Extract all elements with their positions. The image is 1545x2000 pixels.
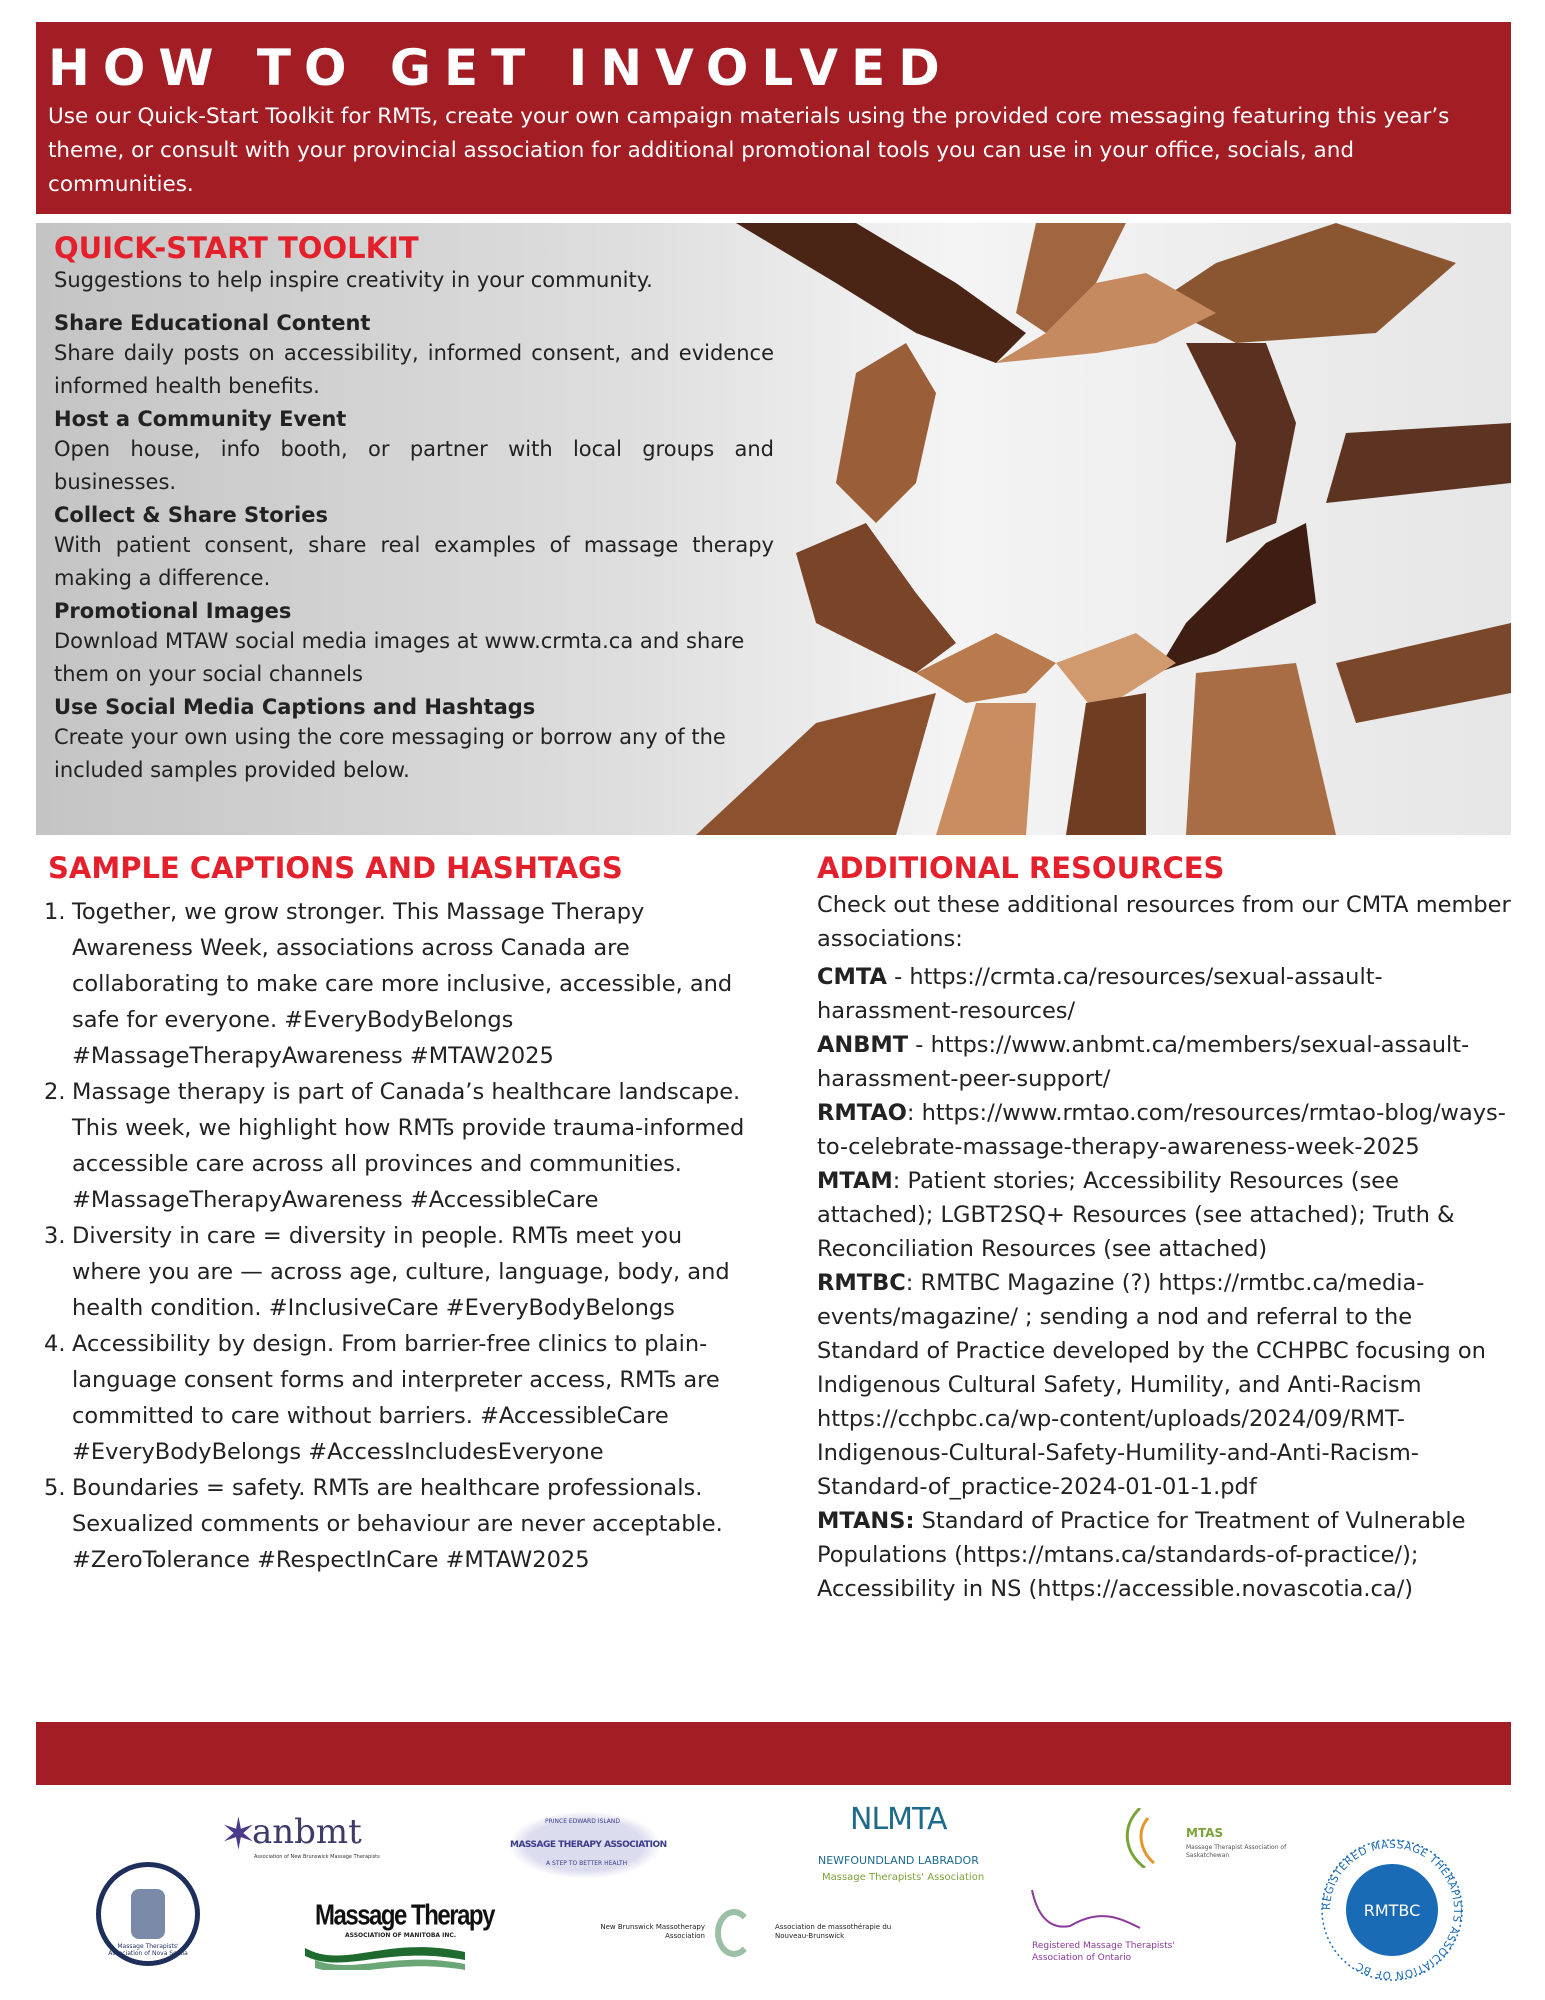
logo-rmtbc xyxy=(1320,1838,1464,1982)
toolkit-item-text: Open house, info booth, or partner with local groups and businesses. xyxy=(54,437,774,494)
caption-number: 2. xyxy=(44,1079,66,1105)
toolkit-item-title: Share Educational Content xyxy=(54,311,371,335)
resource-mtam xyxy=(817,1164,1517,1266)
caption-number: 1. xyxy=(44,899,66,925)
resource-text[interactable]: : RMTBC Magazine (?) https://rmtbc.ca/media-events/magazine/ ; sending a nod and referral to the Standard of Practice developed by the CCHPBC focusing on Indigenous Cultural Safety, Humility, and Anti-Racism https://cchpbc.ca/wp-content/uploads/2024/09/RMT-Indigenous-Cultural-Safety-Humility-and-Anti-Racism-Standard-of_practice-2024-01-01-1.pdf xyxy=(817,1270,1486,1500)
caption-text: Together, we grow stronger. This Massage Therapy Awareness Week, associations across Canada are collaborating to make care more inclusive, accessible, and safe for everyone. #EveryBodyBelongs #MassageTherapyAwareness #MTAW2025 xyxy=(72,899,733,1069)
caption-item xyxy=(44,894,748,1074)
nbma-french: Association de massothérapie du Nouveau-Brunswick xyxy=(775,1923,892,1940)
toolkit-item-title: Collect & Share Stories xyxy=(54,503,328,527)
caption-text: Massage therapy is part of Canada’s healthcare landscape. This week, we highlight how RMTs provide trauma-informed accessible care across all provinces and communities. #MassageTherapyAwareness #AccessibleCare xyxy=(72,1079,745,1213)
anbmt-text: anbmt xyxy=(252,1812,362,1852)
nlmta-line2: Massage Therapists' Association xyxy=(822,1872,985,1883)
toolkit-item-text: With patient consent, share real examples of massage therapy making a difference. xyxy=(54,533,774,590)
rmtbc-ring-text: REGISTERED MASSAGE THERAPISTS ASSOCIATION OF BC xyxy=(1320,1838,1464,1982)
caption-item xyxy=(44,1218,748,1326)
resource-link[interactable]: : https://www.rmtao.com/resources/rmtao-blog/ways-to-celebrate-massage-therapy-awareness-week-2025 xyxy=(817,1100,1506,1160)
logo-nbma xyxy=(595,1905,905,1960)
rmtbc-badge: RMTBC xyxy=(1346,1864,1438,1956)
captions-list xyxy=(44,894,748,1578)
nbma-hand-icon xyxy=(715,1909,753,1957)
resource-text: : Patient stories; Accessibility Resources (see attached); LGBT2SQ+ Resources (see attached); Truth & Reconciliation Resources (see attached) xyxy=(817,1168,1455,1262)
resource-anbmt xyxy=(817,1028,1517,1096)
resource-org: RMTAO xyxy=(817,1100,907,1126)
resource-org: CMTA xyxy=(817,964,887,990)
rmtao-swoosh-icon xyxy=(1030,1888,1160,1936)
caption-item xyxy=(44,1470,748,1578)
toolkit-item-title: Use Social Media Captions and Hashtags xyxy=(54,695,536,719)
resource-text[interactable]: Standard of Practice for Treatment of Vulnerable Populations (https://mtans.ca/standards-of-practice/); Accessibility in NS (https://accessible.novascotia.ca/) xyxy=(817,1508,1466,1602)
resource-org: RMTBC xyxy=(817,1270,906,1296)
logo-peimta xyxy=(510,1812,667,1878)
toolkit-panel xyxy=(36,223,1511,835)
resource-rmtao xyxy=(817,1096,1517,1164)
mtam-title: Massage Therapy xyxy=(315,1899,494,1932)
mtas-subtext: Massage Therapist Association of Saskatchewan xyxy=(1186,1844,1287,1859)
toolkit-item-title: Promotional Images xyxy=(54,599,292,623)
resource-link[interactable]: - https://crmta.ca/resources/sexual-assault-harassment-resources/ xyxy=(817,964,1383,1024)
resource-link[interactable]: - https://www.anbmt.ca/members/sexual-assault-harassment-peer-support/ xyxy=(817,1032,1470,1092)
toolkit-subtitle: Suggestions to help inspire creativity in your community. xyxy=(54,268,653,292)
caption-item xyxy=(44,1074,748,1218)
nbma-english: New Brunswick Massotherapy Association xyxy=(600,1923,705,1940)
resource-mtans xyxy=(817,1504,1517,1606)
anbmt-subtext: Association of New Brunswick Massage Therapists xyxy=(254,1854,380,1860)
additional-resources-section xyxy=(817,848,1517,1606)
caption-number: 3. xyxy=(44,1223,66,1249)
resource-rmtbc xyxy=(817,1266,1517,1504)
sample-captions-section xyxy=(44,848,748,1578)
resource-org: MTAM xyxy=(817,1168,893,1194)
header-intro: Use our Quick-Start Toolkit for RMTs, create your own campaign materials using the provided core messaging featuring this year’s theme, or consult with your provincial association for additional promotional tools you can use in your office, socials, and communities. xyxy=(48,104,1450,197)
caption-number: 5. xyxy=(44,1475,66,1501)
logo-mtam xyxy=(305,1899,494,1970)
resources-intro: Check out these additional resources from our CMTA member associations: xyxy=(817,892,1511,952)
caption-text: Accessibility by design. From barrier-free clinics to plain-language consent forms and interpreter access, RMTs are committed to care without barriers. #AccessibleCare #EveryBodyBelongs #AccessIncludesEveryone xyxy=(72,1331,720,1465)
pei-bottom: A STEP TO BETTER HEALTH xyxy=(546,1860,628,1867)
pei-top: PRINCE EDWARD ISLAND xyxy=(545,1818,621,1825)
page-title: HOW TO GET INVOLVED xyxy=(48,39,953,97)
logo-rmtao xyxy=(1030,1888,1205,1968)
resource-cmta xyxy=(817,960,1517,1028)
toolkit-item-title: Host a Community Event xyxy=(54,407,347,431)
quick-start-toolkit xyxy=(54,231,774,787)
toolkit-item-text: Share daily posts on accessibility, informed consent, and evidence informed health benefits. xyxy=(54,341,774,398)
toolkit-item-text: Download MTAW social media images at www.crmta.ca and share them on your social channels xyxy=(54,629,745,686)
nlmta-text: NLMTA xyxy=(850,1802,947,1837)
caption-item xyxy=(44,1326,748,1470)
pei-mid: MASSAGE THERAPY ASSOCIATION xyxy=(510,1840,667,1850)
logo-anbmt xyxy=(220,1810,380,1865)
mtas-text: MTAS xyxy=(1186,1826,1224,1840)
mtam-sub: ASSOCIATION OF MANITOBA INC. xyxy=(345,1932,457,1939)
mtans-figure-icon xyxy=(131,1889,165,1939)
resource-org: MTANS: xyxy=(817,1508,915,1534)
mtas-leaf-icon xyxy=(1120,1808,1160,1868)
captions-title: SAMPLE CAPTIONS AND HASHTAGS xyxy=(48,851,623,885)
header-banner xyxy=(36,22,1511,214)
logo-mtas xyxy=(1120,1808,1310,1868)
caption-text: Diversity in care = diversity in people. RMTs meet you where you are — across age, culture, language, body, and health condition. #InclusiveCare #EveryBodyBelongs xyxy=(72,1223,730,1321)
resources-title: ADDITIONAL RESOURCES xyxy=(817,851,1225,885)
caption-number: 4. xyxy=(44,1331,66,1357)
logo-mtans xyxy=(96,1862,200,1966)
resource-org: ANBMT xyxy=(817,1032,909,1058)
logo-nlmta xyxy=(810,1800,1010,1890)
toolkit-title: QUICK-START TOOLKIT xyxy=(54,231,419,265)
anbmt-star-icon: ✶ xyxy=(220,1809,257,1860)
rmtao-text: Registered Massage Therapists' Association of Ontario xyxy=(1032,1941,1175,1963)
footer-band xyxy=(36,1722,1511,1785)
mtans-text: Massage Therapists' Association of Nova Scotia xyxy=(108,1943,188,1957)
nlmta-line1: NEWFOUNDLAND LABRADOR xyxy=(818,1854,979,1867)
caption-text: Boundaries = safety. RMTs are healthcare professionals. Sexualized comments or behaviour are never acceptable. #ZeroTolerance #RespectInCare #MTAW2025 xyxy=(72,1475,723,1573)
mtam-wave-icon xyxy=(305,1940,470,1970)
toolkit-item-text: Create your own using the core messaging or borrow any of the included samples provided below. xyxy=(54,725,726,782)
